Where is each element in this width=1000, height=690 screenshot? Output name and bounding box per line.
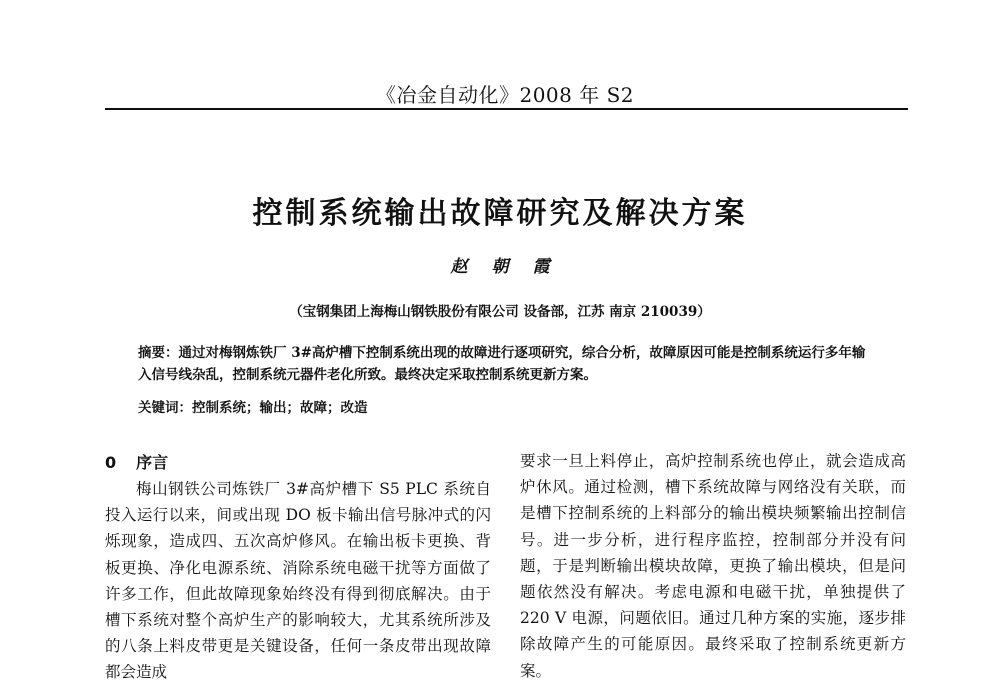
body-paragraph: 梅山钢铁公司炼铁厂 3#高炉槽下 S5 PLC 系统自投入运行以来，间或出现 DO 板卡输出信号脉冲式的闪烁现象，造成四、五次高炉修风。在输出板卡更换、背板更换、净化电源系统、消除系统电磁干扰等方面做了许多工作，但此故障现象始终没有得到彻底解决。由于槽下系统对整个高炉生产的影响较大，尤其系统所涉及的八条上料皮带更是关键设备，任何一条皮带出现故障都会造成 xyxy=(105,480,491,682)
body-left-column xyxy=(105,476,491,686)
author-affiliation: （宝钢集团上海梅山钢铁股份有限公司 设备部，江苏 南京 210039） xyxy=(289,304,711,320)
author-name: 赵朝霞 xyxy=(450,257,574,277)
body-paragraph: 要求一旦上料停止，高炉控制系统也停止，就会造成高炉休风。通过检测，槽下系统故障与网络没有关联，而是槽下控制系统的上料部分的输出模块频繁输出控制信号。进一步分析，进行程序监控，控制部分并没有问题，于是判断输出模块故障，更换了输出模块，但是问题依然没有解决。考虑电源和电磁干扰，单独提供了 220 V 电源，问题依旧。通过几种方案的实施，逐步排除故障产生的可能原因。最终采取了控制系统更新方案。 xyxy=(520,452,906,680)
journal-header: 《冶金自动化》2008 年 S2 xyxy=(375,83,635,107)
abstract-text: 通过对梅钢炼铁厂 3#高炉槽下控制系统出现的故障进行逐项研究，综合分析，故障原因可能是控制系统运行多年输入信号线杂乱，控制系统元器件老化所致。最终决定采取控制系统更新方案。 xyxy=(138,345,866,383)
section-number: 0 xyxy=(105,453,117,472)
keywords-label: 关键词： xyxy=(138,400,192,416)
keywords xyxy=(138,396,878,416)
paper-title: 控制系统输出故障研究及解决方案 xyxy=(252,196,748,231)
body-right-column xyxy=(520,448,906,684)
abstract xyxy=(138,342,878,386)
header-rule xyxy=(105,108,908,110)
abstract-label: 摘要： xyxy=(138,345,179,361)
section-heading xyxy=(105,450,168,473)
section-title: 序言 xyxy=(136,453,169,472)
keywords-text: 控制系统；输出；故障；改造 xyxy=(192,400,368,416)
